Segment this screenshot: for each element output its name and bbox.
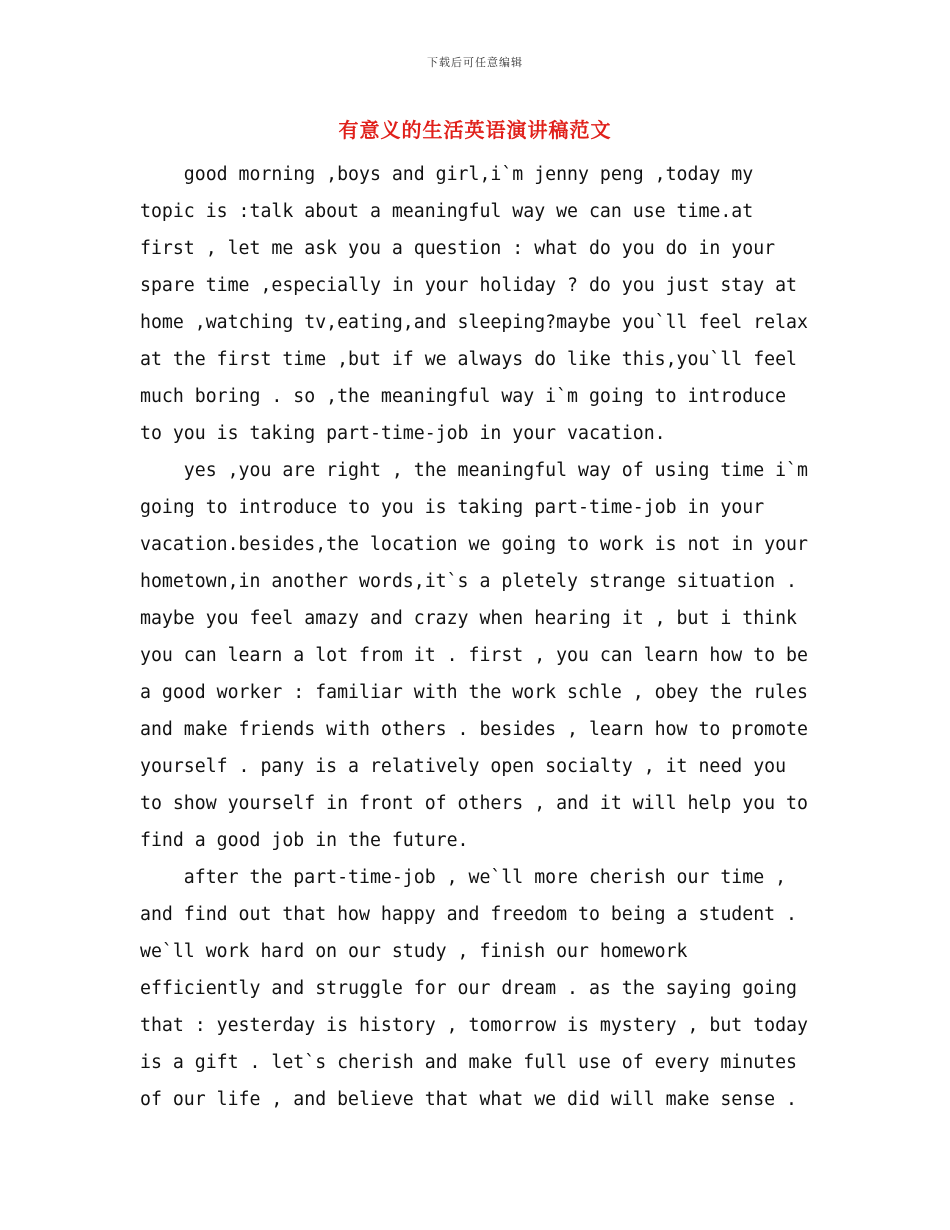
text-line: and find out that how happy and freedom to being a student . [140,904,797,925]
text-line: that : yesterday is history , tomorrow is mystery , but today [140,1015,808,1036]
text-line: good morning ,boys and girl,i`m jenny peng ,today my [140,164,754,185]
text-line: much boring . so ,the meaningful way i`m going to introduce [140,386,787,407]
text-line: at the first time ,but if we always do like this,you`ll feel [140,349,797,370]
text-line: first , let me ask you a question : what do you do in your [140,238,776,259]
text-line: hometown,in another words,it`s a pletely strange situation . [140,571,797,592]
text-line: is a gift . let`s cherish and make full use of every minutes [140,1052,797,1073]
paragraph-3 [140,859,830,1118]
text-line: home ,watching tv,eating,and sleeping?maybe you`ll feel relax [140,312,808,333]
text-line: to you is taking part-time-job in your vacation. [140,423,666,444]
text-line: you can learn a lot from it . first , you can learn how to be [140,645,808,666]
text-line: find a good job in the future. [140,830,469,851]
text-line: after the part-time-job , we`ll more cherish our time , [140,867,787,888]
text-line: efficiently and struggle for our dream . as the saying going [140,978,797,999]
text-line: of our life , and believe that what we did will make sense . [140,1089,797,1110]
text-line: vacation.besides,the location we going to work is not in your [140,534,808,555]
text-line: yes ,you are right , the meaningful way of using time i`m [140,460,808,481]
header-note: 下载后可任意编辑 [427,56,523,69]
text-line: and make friends with others . besides , learn how to promote [140,719,808,740]
text-line: maybe you feel amazy and crazy when hearing it , but i think [140,608,797,629]
paragraph-1 [140,156,830,452]
text-line: topic is :talk about a meaningful way we can use time.at [140,201,754,222]
text-line: we`ll work hard on our study , finish our homework [140,941,688,962]
document-title: 有意义的生活英语演讲稿范文 [338,118,612,142]
text-line: a good worker : familiar with the work schle , obey the rules [140,682,808,703]
text-line: yourself . pany is a relatively open socialty , it need you [140,756,787,777]
text-line: going to introduce to you is taking part-time-job in your [140,497,765,518]
document-body [140,156,830,1118]
text-line: to show yourself in front of others , and it will help you to [140,793,808,814]
paragraph-2 [140,452,830,859]
text-line: spare time ,especially in your holiday ? do you just stay at [140,275,797,296]
